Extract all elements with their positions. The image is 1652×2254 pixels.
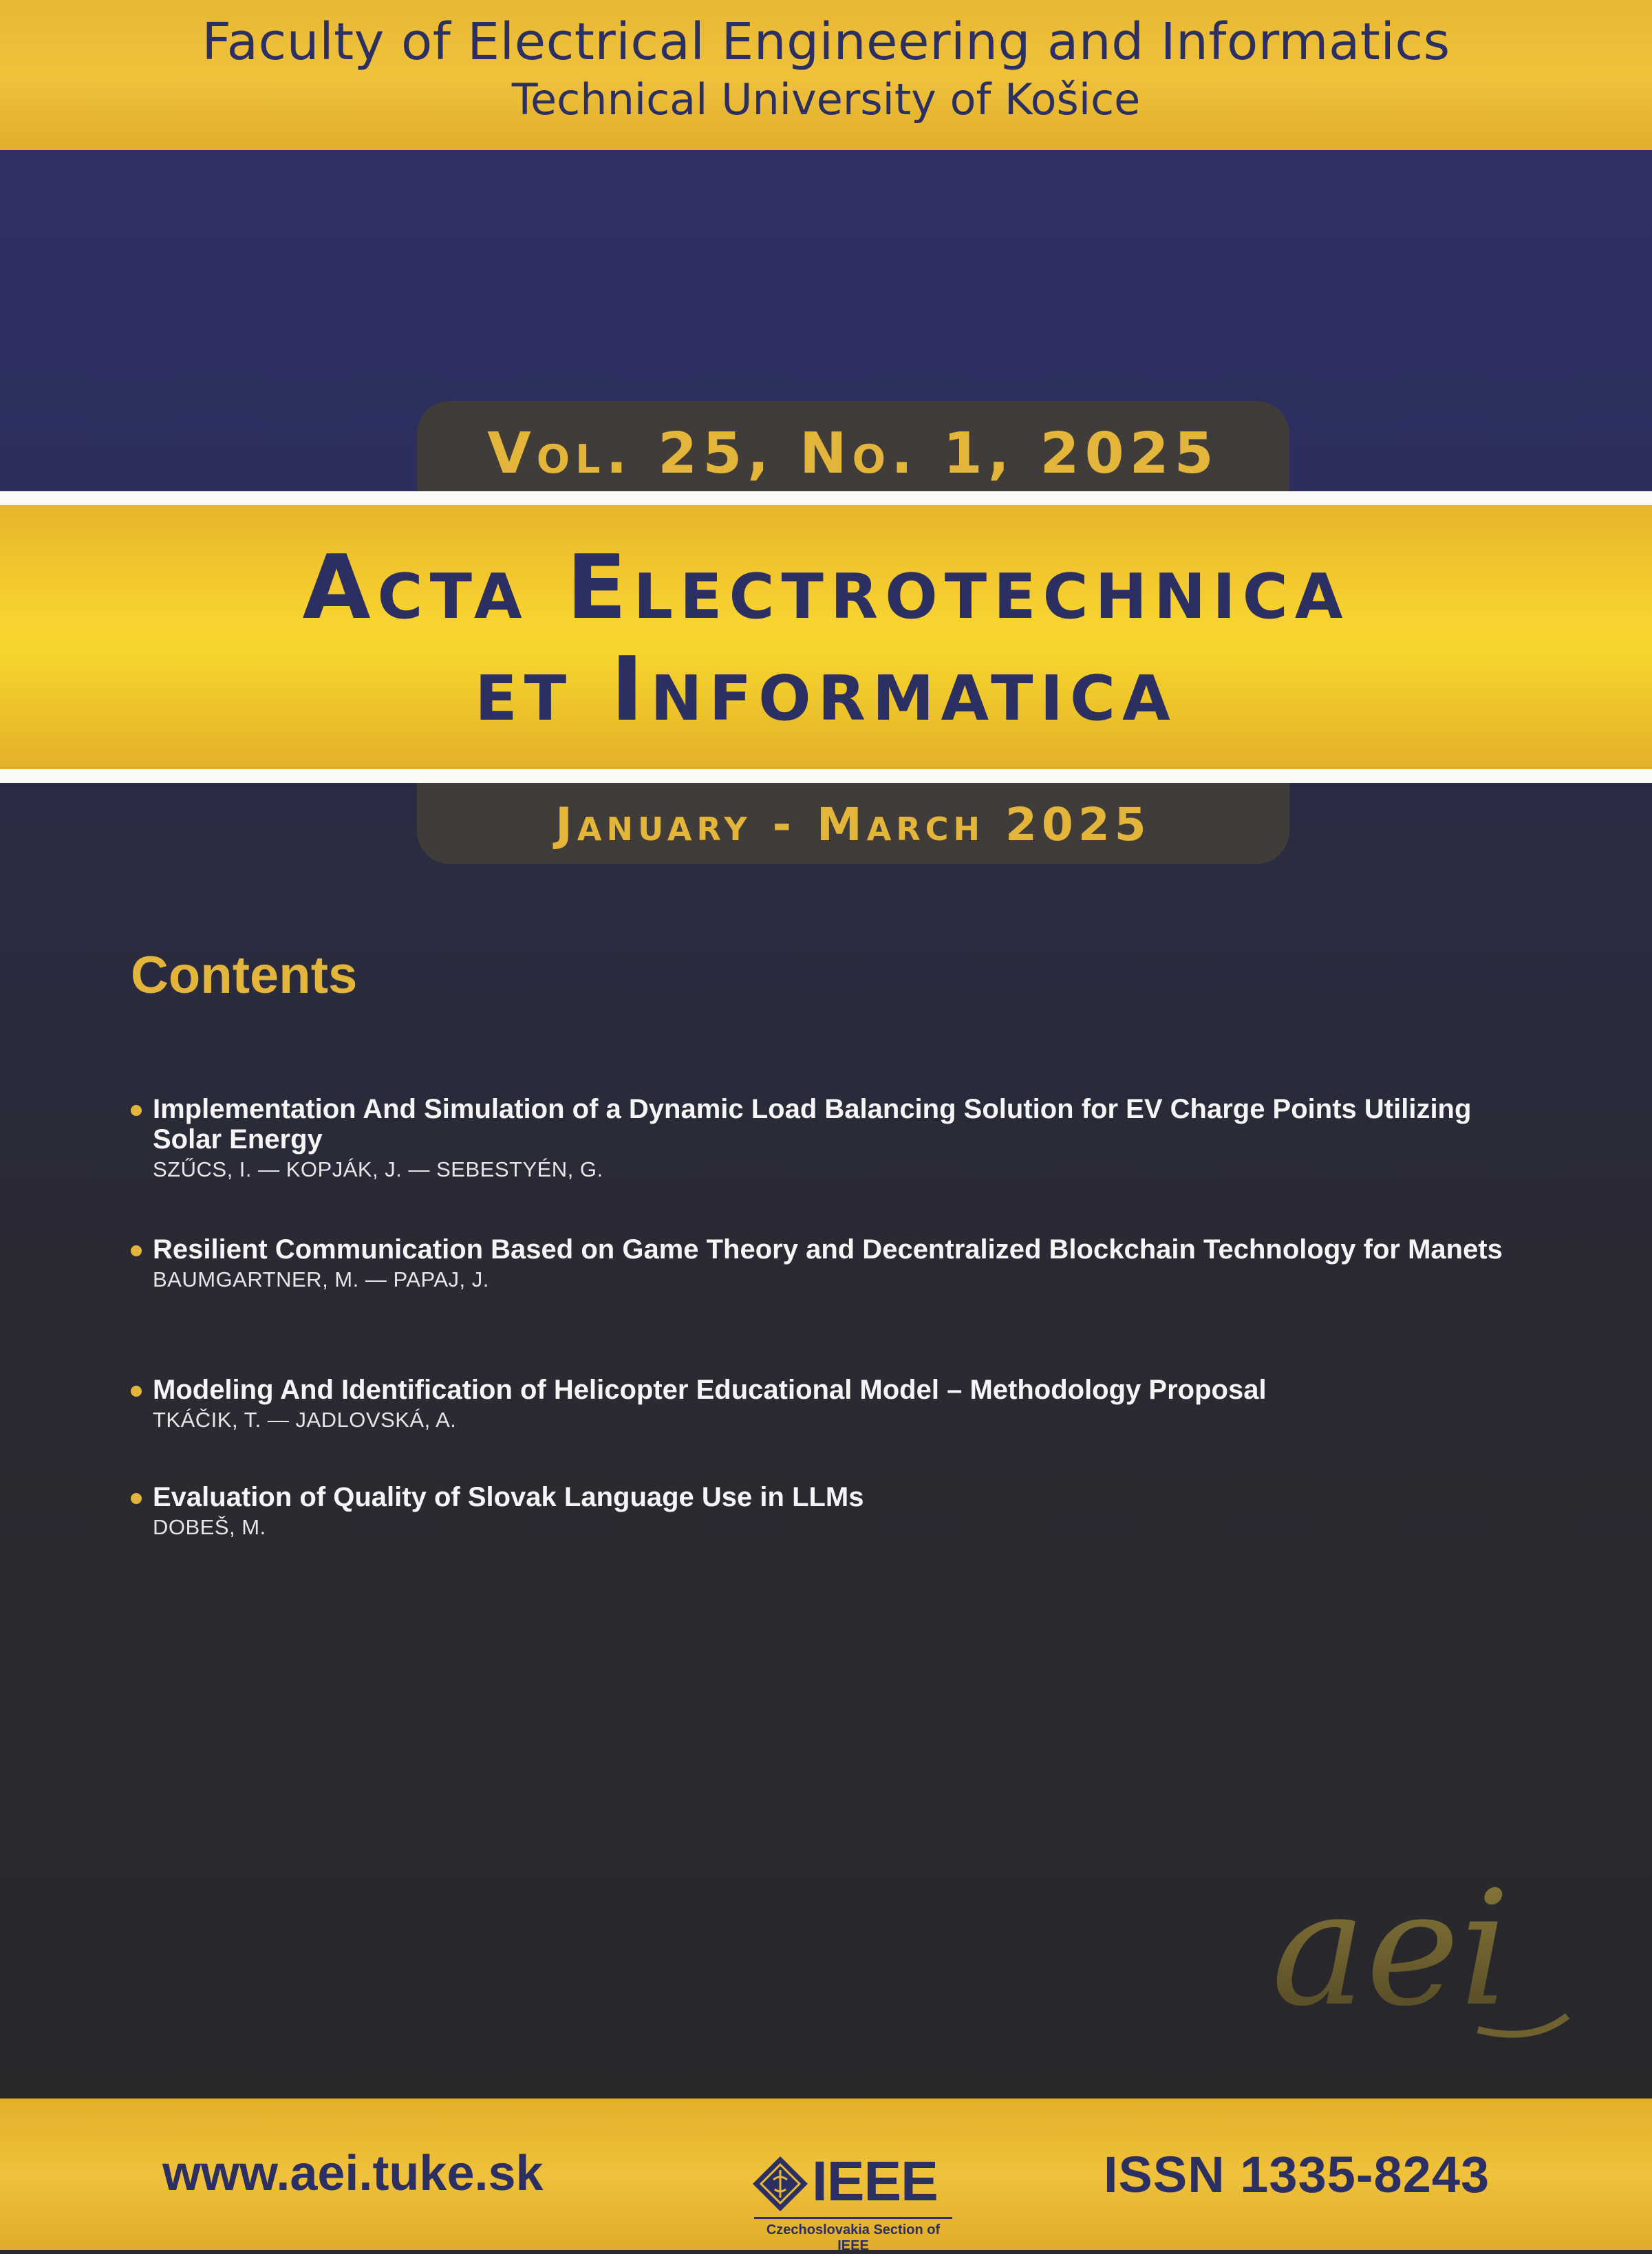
entry-title: Implementation And Simulation of a Dynamic Load Balancing Solution for EV Charge Points Utilizing Solar Energy — [153, 1094, 1472, 1155]
entry-authors: BAUMGARTNER, M. — PAPAJ, J. — [153, 1267, 489, 1291]
bullet-icon — [131, 1386, 142, 1397]
issue-period: January - March 2025 — [555, 798, 1151, 851]
bullet-icon — [131, 1493, 142, 1504]
contents-entry — [131, 1375, 1507, 1432]
entry-authors: TKÁČIK, T. — JADLOVSKÁ, A. — [153, 1408, 457, 1432]
aei-logo-text: aei — [1272, 1858, 1510, 2041]
journal-title-line-1: Acta Electrotechnica — [302, 537, 1350, 639]
entry-title: Modeling And Identification of Helicopter Educational Model – Methodology Proposal — [153, 1375, 1267, 1405]
contents-entry — [131, 1482, 1507, 1540]
ieee-section-label: Czechoslovakia Section of IEEE — [766, 2222, 941, 2253]
ieee-underline — [754, 2217, 952, 2219]
entry-title: Resilient Communication Based on Game Theory and Decentralized Blockchain Technology for Manets — [153, 1234, 1503, 1265]
contents-entry — [131, 1094, 1507, 1182]
entry-authors: DOBEŠ, M. — [153, 1515, 266, 1539]
contents-heading: Contents — [131, 946, 358, 1005]
journal-title-line-2: et Informatica — [475, 638, 1177, 741]
divider-rule — [0, 769, 1652, 783]
bullet-icon — [131, 1105, 142, 1116]
contents-entry — [131, 1234, 1507, 1292]
university-name: Technical University of Košice — [511, 74, 1141, 125]
entry-title: Evaluation of Quality of Slovak Language Use in LLMs — [153, 1482, 864, 1512]
faculty-name: Faculty of Electrical Engineering and Informatics — [202, 12, 1450, 72]
bullet-icon — [131, 1245, 142, 1256]
ieee-logo-text: IEEE — [812, 2150, 938, 2213]
website-url[interactable]: www.aei.tuke.sk — [162, 2146, 544, 2201]
entry-authors: SZŰCS, I. — KOPJÁK, J. — SEBESTYÉN, G. — [153, 1157, 603, 1181]
issn-number: ISSN 1335-8243 — [1104, 2146, 1490, 2203]
aei-logo-icon — [1265, 1858, 1574, 2050]
issue-volume: Vol. 25, No. 1, 2025 — [487, 421, 1219, 486]
ieee-diamond-icon — [751, 2155, 809, 2213]
divider-rule — [0, 491, 1652, 505]
